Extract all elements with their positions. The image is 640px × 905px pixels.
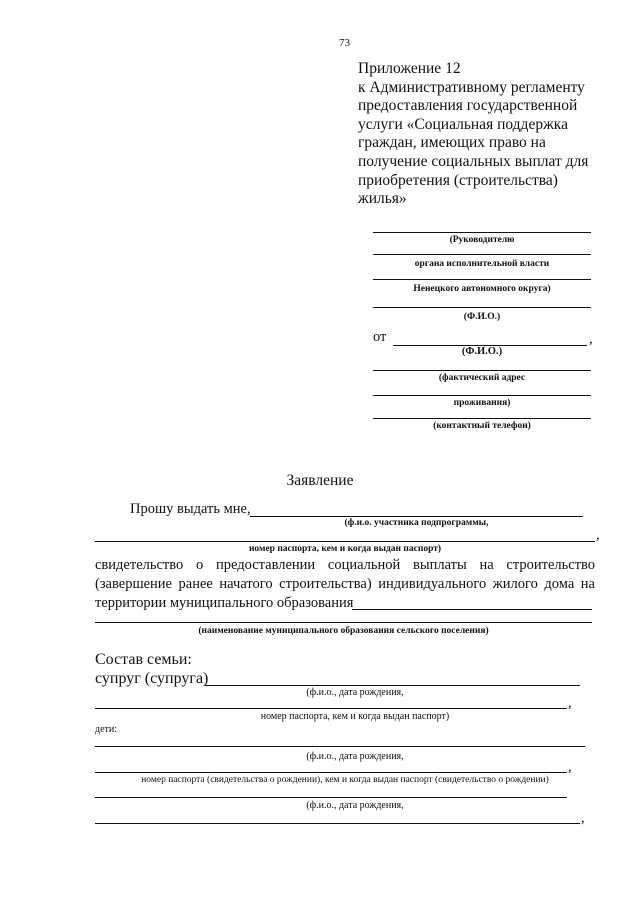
child1-doc-fill-line[interactable]	[95, 772, 567, 773]
head-fill-line[interactable]	[373, 232, 591, 233]
body-line-2: (завершение ранее начатого строительства) индивидуального жилого дома на	[95, 576, 595, 592]
appendix-line: предоставления государственной	[358, 97, 578, 115]
appendix-line: жилья»	[358, 190, 407, 208]
spouse-comma: ,	[568, 695, 572, 711]
spouse-passport-caption: номер паспорта, кем и когда выдан паспорт)	[260, 711, 450, 722]
child2-doc-fill-line[interactable]	[95, 823, 580, 824]
participant-caption: (ф.и.о. участника подпрограммы,	[344, 518, 489, 528]
child2-fio-caption: (ф.и.о., дата рождения,	[306, 800, 404, 811]
body-line-3: территории муниципального образования	[95, 595, 354, 611]
address-fill-line-2[interactable]	[373, 395, 591, 396]
appendix-line: приобретения (строительства)	[358, 171, 558, 189]
appendix-line: получение социальных выплат для	[358, 152, 589, 170]
child1-doc-caption: номер паспорта (свидетельства о рождении), кем и когда выдан паспорт (свидетельство о рождении)	[141, 775, 549, 785]
phone-caption: (контактный телефон)	[433, 421, 531, 431]
passport-caption: номер паспорта, кем и когда выдан паспорт)	[248, 544, 442, 554]
children-label: дети:	[95, 724, 118, 735]
fio-fill-line[interactable]	[373, 307, 591, 308]
family-heading: Состав семьи:	[95, 651, 192, 668]
spouse-fill-line[interactable]	[205, 685, 580, 686]
address-caption-2: проживания)	[453, 398, 511, 408]
district-fill-line[interactable]	[373, 279, 591, 280]
phone-fill-line[interactable]	[373, 418, 591, 419]
child1-fio-caption: (ф.и.о., дата рождения,	[306, 751, 404, 762]
authority-caption: органа исполнительной власти	[414, 259, 550, 269]
appendix-line: услуги «Социальная поддержка	[358, 115, 568, 133]
appendix-line: граждан, имеющих право на	[358, 134, 546, 152]
spouse-passport-fill-line[interactable]	[95, 708, 567, 709]
applicant-fio-caption: (Ф.И.О.)	[461, 346, 503, 357]
address-fill-line-1[interactable]	[373, 370, 591, 371]
address-caption-1: (фактический адрес	[438, 373, 526, 383]
head-caption: (Руководителю	[449, 235, 515, 245]
appendix-line: к Административному регламенту	[358, 78, 585, 96]
from-label: от	[373, 329, 387, 345]
fio-caption: (Ф.И.О.)	[463, 312, 501, 322]
spouse-label: супруг (супруга)	[95, 670, 209, 687]
participant-fill-line[interactable]	[250, 516, 583, 517]
request-label: Прошу выдать мне,	[130, 501, 251, 517]
child2-fill-line[interactable]	[95, 797, 567, 798]
authority-fill-line[interactable]	[373, 254, 591, 255]
municipality-caption: (наименование муниципального образования сельского поселения)	[198, 626, 489, 636]
passport-fill-line[interactable]	[95, 541, 595, 542]
body-line-1: свидетельство о предоставлении социальной выплаты на строительство	[95, 557, 595, 573]
municipality-fill-line-2[interactable]	[95, 622, 592, 623]
appendix-header	[358, 60, 608, 209]
page-number: 73	[339, 37, 350, 49]
statement-title: Заявление	[286, 472, 354, 489]
passport-comma: ,	[596, 527, 600, 543]
spouse-fio-caption: (ф.и.о., дата рождения,	[306, 687, 404, 698]
child2-comma: ,	[581, 810, 585, 826]
child1-comma: ,	[568, 759, 572, 775]
appendix-line: Приложение 12	[358, 60, 461, 77]
child1-fill-line[interactable]	[95, 746, 585, 747]
from-comma: ,	[589, 331, 593, 347]
district-caption: Ненецкого автономного округа)	[413, 284, 551, 294]
municipality-fill-line[interactable]	[352, 609, 592, 610]
